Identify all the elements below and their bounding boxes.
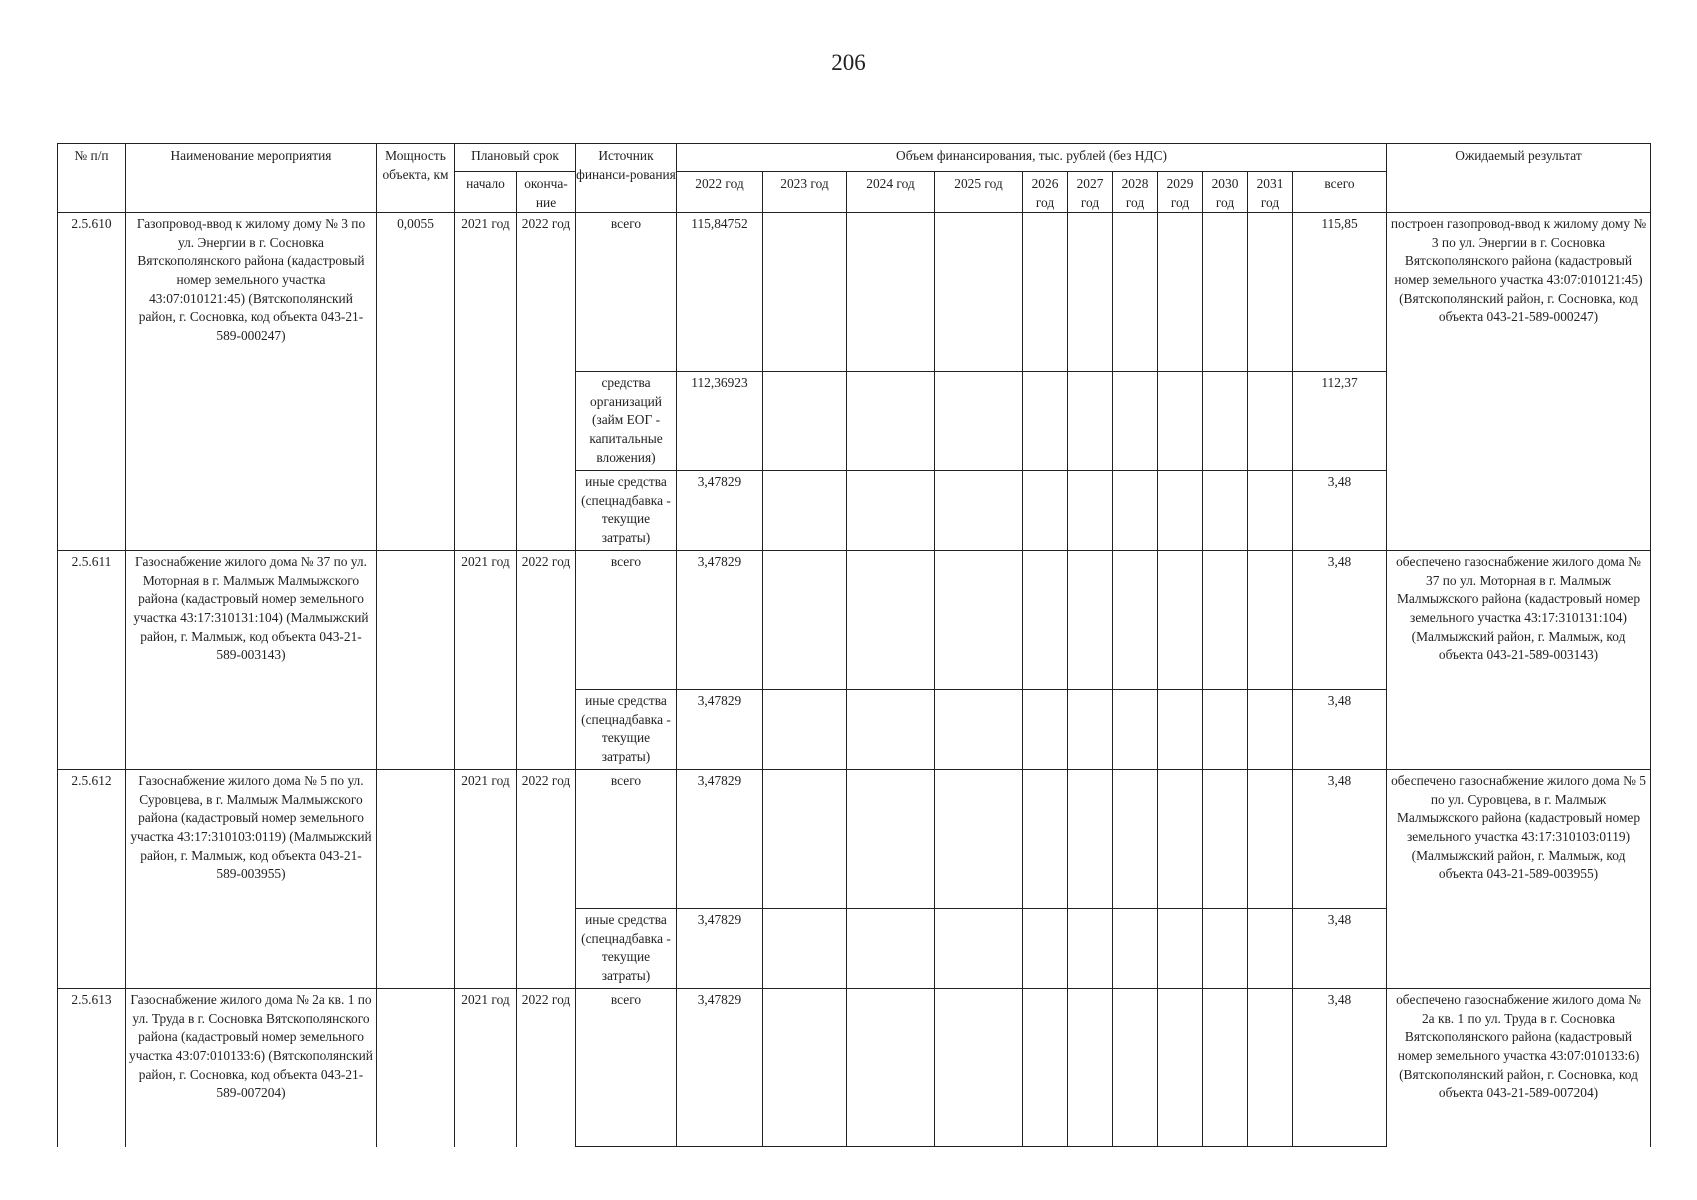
value-2022: 3,47829 [677, 909, 763, 989]
row-end: 2022 год [517, 770, 576, 989]
value-total: 3,48 [1293, 551, 1387, 690]
table-row [58, 213, 1651, 372]
source-label: всего [576, 551, 677, 690]
value-total: 3,48 [1293, 471, 1387, 551]
header-year: 2028 год [1113, 172, 1158, 213]
page-number: 206 [831, 50, 866, 75]
table-row [58, 770, 1651, 909]
row-capacity [377, 551, 455, 770]
header-year: 2027 год [1068, 172, 1113, 213]
row-capacity: 0,0055 [377, 213, 455, 551]
value-2022: 3,47829 [677, 770, 763, 909]
source-label: средства организаций (займ ЕОГ - капитальные вложения) [576, 372, 677, 471]
header-capacity: Мощность объекта, км [377, 144, 455, 213]
row-num: 2.5.611 [58, 551, 126, 770]
header-result: Ожидаемый результат [1387, 144, 1651, 213]
row-end: 2022 год [517, 551, 576, 770]
row-result: обеспечено газоснабжение жилого дома № 5 по ул. Суровцева, в г. Малмыж Малмыжского района (кадастровый номер земельного участка 43:17:310103:0119) (Малмыжский район, г. Малмыж, код объекта 043-21-589-003955) [1387, 770, 1651, 989]
value-2022: 3,47829 [677, 551, 763, 690]
row-num: 2.5.610 [58, 213, 126, 551]
value-total: 3,48 [1293, 690, 1387, 770]
value-total: 112,37 [1293, 372, 1387, 471]
funding-table [57, 143, 1651, 1147]
value-total: 115,85 [1293, 213, 1387, 372]
header-year: 2024 год [847, 172, 935, 213]
header-year: 2023 год [763, 172, 847, 213]
row-result: обеспечено газоснабжение жилого дома № 37 по ул. Моторная в г. Малмыж Малмыжского района (кадастровый номер земельного участка 43:17:310131:104) (Малмыжский район, г. Малмыж, код объекта 043-21-589-003143) [1387, 551, 1651, 770]
header-term: Плановый срок [455, 144, 576, 172]
row-name: Газоснабжение жилого дома № 5 по ул. Суровцева, в г. Малмыж Малмыжского района (кадастровый номер земельного участка 43:17:310103:0119) (Малмыжский район, г. Малмыж, код объекта 043-21-589-003955) [126, 770, 377, 989]
table-row [58, 989, 1651, 1147]
header-funding: Объем финансирования, тыс. рублей (без НДС) [677, 144, 1387, 172]
row-start: 2021 год [455, 770, 517, 989]
row-num: 2.5.612 [58, 770, 126, 989]
value-2022: 3,47829 [677, 989, 763, 1147]
source-label: всего [576, 989, 677, 1147]
source-label: иные средства (спецнадбавка - текущие затраты) [576, 690, 677, 770]
row-capacity [377, 770, 455, 989]
row-name: Газопровод-ввод к жилому дому № 3 по ул. Энергии в г. Сосновка Вятскополянского района (кадастровый номер земельного участка 43:07:010121:45) (Вятскополянский район, г. Сосновка, код объекта 043-21-589-000247) [126, 213, 377, 551]
row-num: 2.5.613 [58, 989, 126, 1147]
row-name: Газоснабжение жилого дома № 37 по ул. Моторная в г. Малмыж Малмыжского района (кадастровый номер земельного участка 43:17:310131:104) (Малмыжский район, г. Малмыж, код объекта 043-21-589-003143) [126, 551, 377, 770]
header-year: 2030 год [1203, 172, 1248, 213]
header-year: 2025 год [935, 172, 1023, 213]
value-2022: 3,47829 [677, 690, 763, 770]
source-label: иные средства (спецнадбавка - текущие затраты) [576, 909, 677, 989]
value-total: 3,48 [1293, 989, 1387, 1147]
value-total: 3,48 [1293, 770, 1387, 909]
row-name: Газоснабжение жилого дома № 2а кв. 1 по ул. Труда в г. Сосновка Вятскополянского района (кадастровый номер земельного участка 43:07:010133:6) (Вятскополянский район, г. Сосновка, код объекта 043-21-589-007204) [126, 989, 377, 1147]
source-label: иные средства (спецнадбавка - текущие затраты) [576, 471, 677, 551]
row-start: 2021 год [455, 989, 517, 1147]
row-start: 2021 год [455, 213, 517, 551]
source-label: всего [576, 770, 677, 909]
row-start: 2021 год [455, 551, 517, 770]
row-end: 2022 год [517, 213, 576, 551]
row-end: 2022 год [517, 989, 576, 1147]
value-total: 3,48 [1293, 909, 1387, 989]
header-end: оконча-ние [517, 172, 576, 213]
header-name: Наименование мероприятия [126, 144, 377, 213]
row-capacity [377, 989, 455, 1147]
header-year: 2029 год [1158, 172, 1203, 213]
header-num: № п/п [58, 144, 126, 213]
header-year: 2026 год [1023, 172, 1068, 213]
header-start: начало [455, 172, 517, 213]
value-2022: 115,84752 [677, 213, 763, 372]
row-result: обеспечено газоснабжение жилого дома № 2а кв. 1 по ул. Труда в г. Сосновка Вятскополянского района (кадастровый номер земельного участка 43:07:010133:6) (Вятскополянский район, г. Сосновка, код объекта 043-21-589-007204) [1387, 989, 1651, 1147]
table-row [58, 551, 1651, 690]
value-2022: 3,47829 [677, 471, 763, 551]
row-result: построен газопровод-ввод к жилому дому № 3 по ул. Энергии в г. Сосновка Вятскополянского района (кадастровый номер земельного участка 43:07:010121:45) (Вятскополянский район, г. Сосновка, код объекта 043-21-589-000247) [1387, 213, 1651, 551]
source-label: всего [576, 213, 677, 372]
header-year: 2031 год [1248, 172, 1293, 213]
header-year: 2022 год [677, 172, 763, 213]
header-total: всего [1293, 172, 1387, 213]
header-source: Источник финанси-рования [576, 144, 677, 213]
value-2022: 112,36923 [677, 372, 763, 471]
